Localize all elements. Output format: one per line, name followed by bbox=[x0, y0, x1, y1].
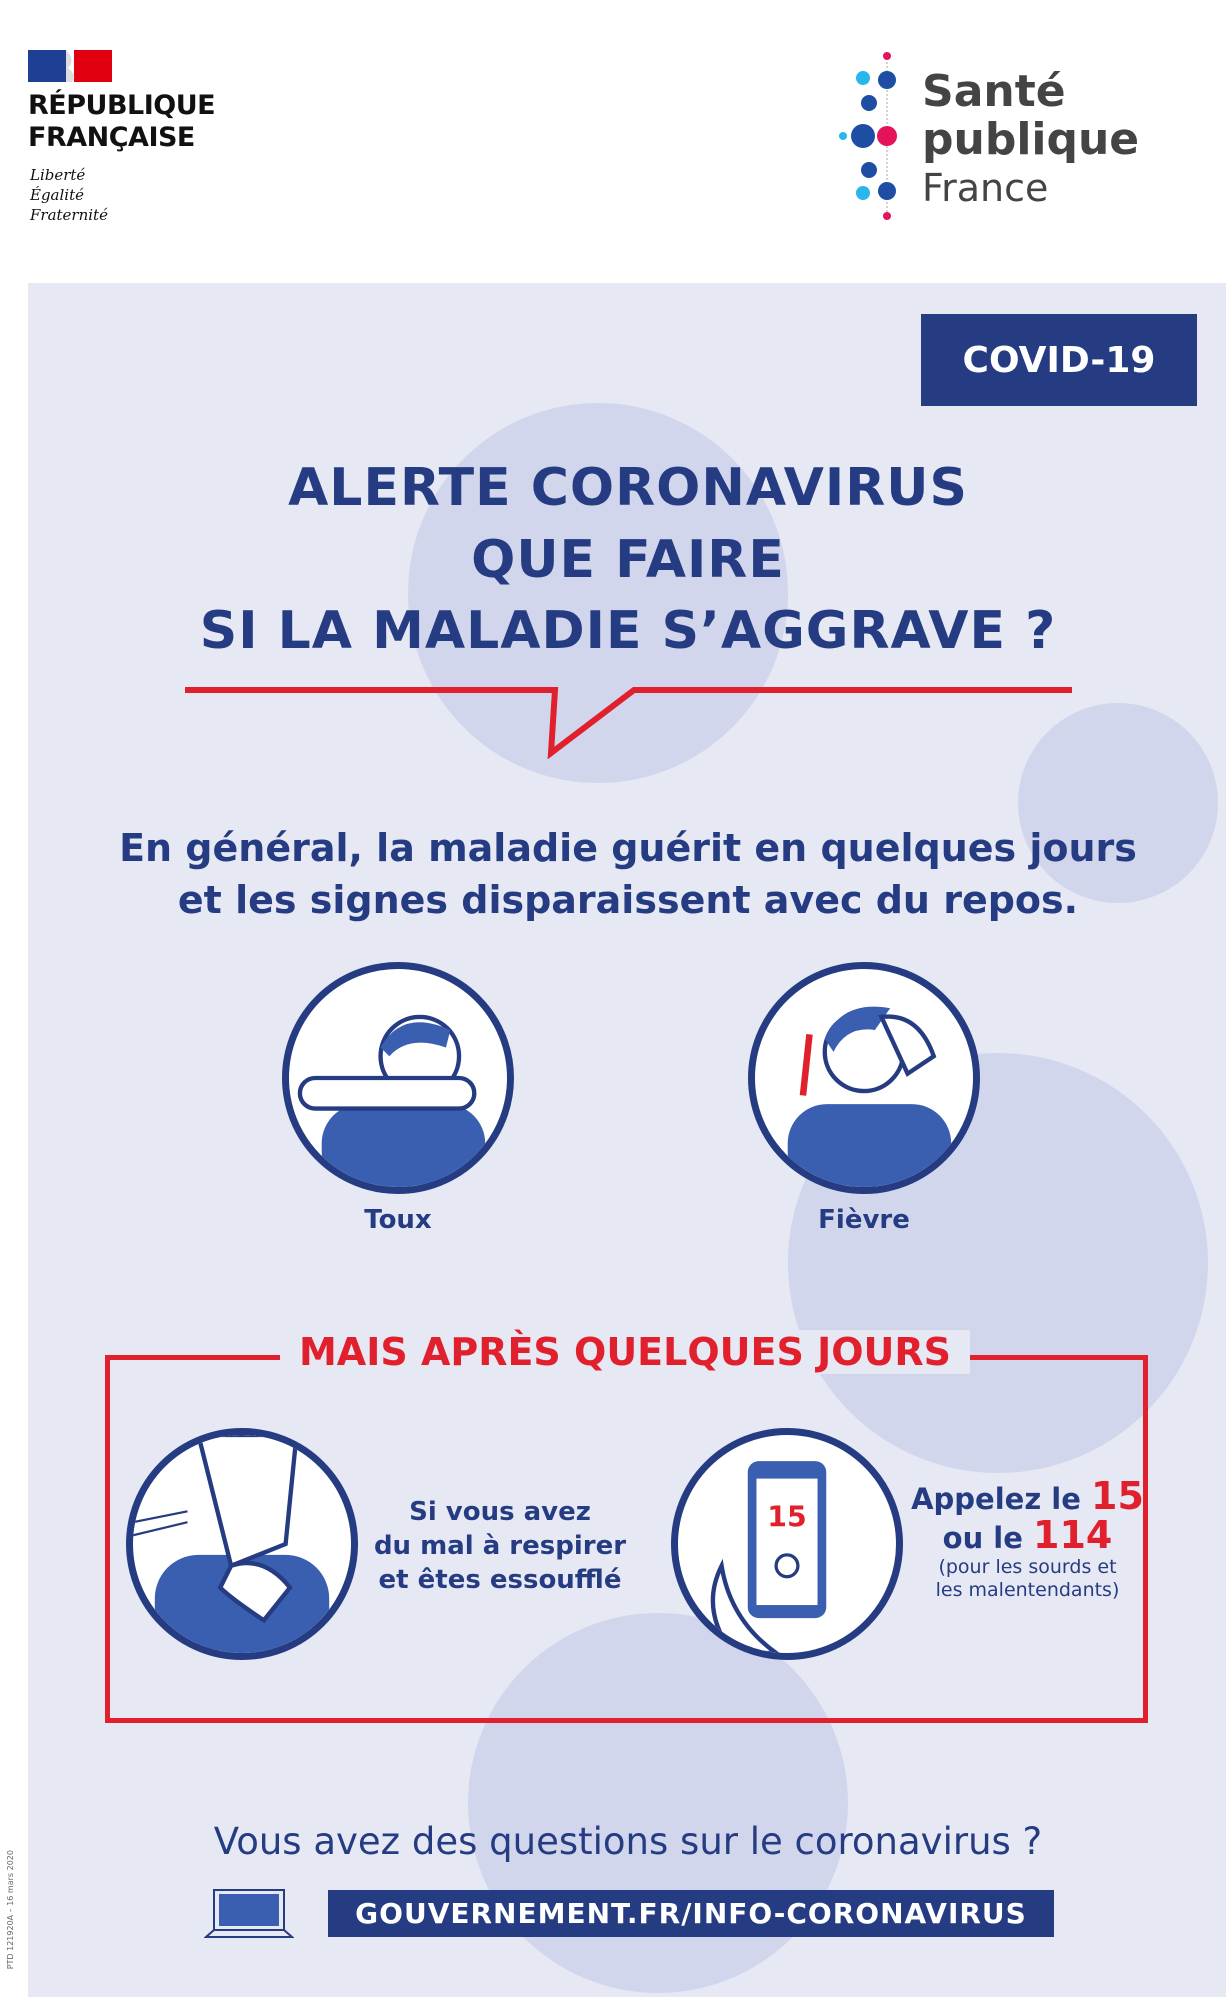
alert-heading: MAIS APRÈS QUELQUES JOURS bbox=[280, 1330, 970, 1374]
subtitle-line: En général, la maladie guérit en quelques jours bbox=[119, 826, 1137, 870]
phone-screen-number: 15 bbox=[767, 1500, 807, 1534]
document-reference: PTD 121920A – 16 mars 2020 bbox=[6, 1850, 15, 1970]
emergency-call-text: Appelez le 15 ou le 114 (pour les sourds et les malentendants) bbox=[911, 1474, 1144, 1601]
emergency-number-114: 114 bbox=[1033, 1513, 1113, 1557]
republique-francaise-title: RÉPUBLIQUE FRANÇAISE bbox=[28, 90, 216, 153]
cough-illustration-icon bbox=[282, 962, 514, 1194]
breathing-text: Si vous avez du mal à respirer et êtes essoufflé bbox=[373, 1497, 627, 1595]
info-coronavirus-link[interactable]: GOUVERNEMENT.FR/INFO-CORONAVIRUS bbox=[328, 1890, 1054, 1937]
covid-badge: COVID-19 bbox=[921, 314, 1197, 406]
sante-publique-logo-icon bbox=[795, 48, 915, 228]
republic-motto: Liberté Égalité Fraternité bbox=[30, 166, 108, 224]
title-line: ALERTE CORONAVIRUS bbox=[288, 458, 968, 518]
marianne-flag-logo bbox=[28, 50, 112, 82]
laptop-icon bbox=[204, 1888, 294, 1938]
questions-text: Vous avez des questions sur le coronavirus ? bbox=[213, 1820, 1043, 1863]
title-line: QUE FAIRE bbox=[471, 530, 785, 590]
subtitle-line: et les signes disparaissent avec du repos. bbox=[177, 878, 1079, 922]
breathing-difficulty-illustration-icon bbox=[126, 1428, 358, 1660]
phone-call-illustration-icon bbox=[671, 1428, 903, 1660]
symptom-label-fever: Fièvre bbox=[818, 1205, 910, 1235]
symptom-label-cough: Toux bbox=[364, 1205, 432, 1235]
fever-illustration-icon bbox=[748, 962, 980, 1194]
emergency-number-15: 15 bbox=[1091, 1474, 1144, 1518]
title-line: SI LA MALADIE S’AGGRAVE ? bbox=[199, 601, 1057, 661]
speech-bubble-line bbox=[0, 680, 1226, 770]
sante-publique-france-wordmark: Santé publique France bbox=[922, 66, 1140, 210]
